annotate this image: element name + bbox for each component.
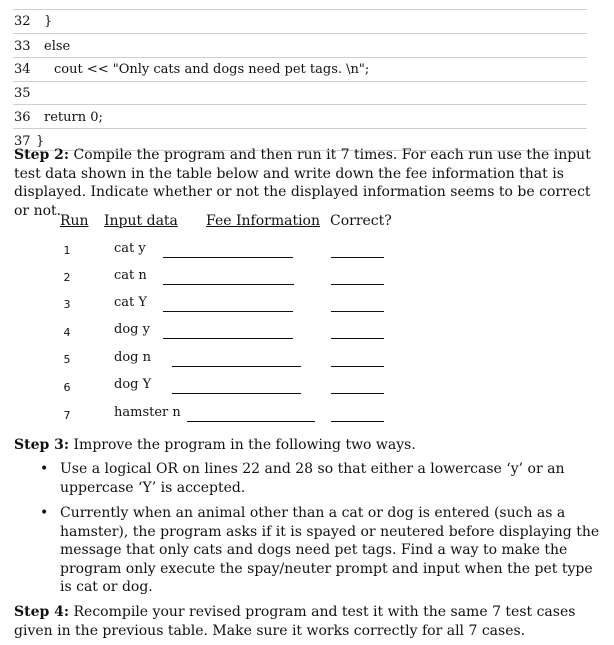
input-data: dog n: [114, 350, 151, 365]
list-item: [40, 504, 605, 597]
run-number: 4: [63, 326, 71, 339]
code-line-text: }: [36, 134, 45, 149]
fee-blank[interactable]: [163, 284, 294, 285]
code-line-rule: [13, 104, 587, 105]
step4-label: Step 4:: [14, 604, 70, 620]
input-data: cat Y: [114, 295, 147, 310]
bullet-icon: •: [40, 505, 49, 521]
run-number: 1: [63, 244, 71, 257]
input-data: cat n: [114, 268, 147, 283]
fee-blank[interactable]: [163, 338, 293, 339]
correct-blank[interactable]: [331, 257, 384, 258]
code-line-text: }: [44, 14, 53, 29]
correct-blank[interactable]: [331, 311, 384, 312]
code-line-number: 33: [14, 39, 31, 54]
input-data: dog y: [114, 322, 150, 337]
header-input-data: Input data: [104, 213, 178, 229]
header-correct: Correct?: [330, 213, 392, 229]
code-line-number: 34: [14, 62, 31, 77]
step2-label: Step 2:: [14, 147, 70, 163]
code-line-rule: [13, 9, 587, 10]
correct-blank[interactable]: [331, 338, 384, 339]
code-line-text: else: [44, 39, 71, 54]
code-line-number: 36: [14, 110, 31, 125]
step2-paragraph: [14, 146, 594, 220]
step4-text: Recompile your revised program and test it with the same 7 test cases given in the previous table. Make sure it works correctly for all 7 cases.: [14, 604, 576, 639]
code-line-rule: [13, 33, 587, 34]
step3-heading: [14, 436, 594, 455]
header-fee-information: Fee Information: [206, 213, 320, 229]
step2-text: Compile the program and then run it 7 times. For each run use the input test data shown in the table below and write down the fee information that is displayed. Indicate whether or not the displayed information seems to be correct or not.: [14, 147, 591, 219]
input-data: hamster n: [114, 405, 181, 420]
run-number: 5: [63, 353, 71, 366]
run-number: 7: [63, 409, 71, 422]
correct-blank[interactable]: [331, 366, 384, 367]
correct-blank[interactable]: [331, 393, 384, 394]
code-line-text: return 0;: [44, 110, 103, 125]
list-item: [40, 460, 600, 497]
code-line-text: cout << "Only cats and dogs need pet tags. \n";: [54, 62, 370, 77]
run-number: 3: [63, 298, 71, 311]
code-line-number: 35: [14, 86, 31, 101]
correct-blank[interactable]: [331, 284, 384, 285]
step3-label: Step 3:: [14, 437, 70, 453]
code-line-number: 37: [14, 134, 31, 149]
code-line-number: 32: [14, 14, 31, 29]
code-line-rule: [13, 57, 587, 58]
bullet-icon: •: [40, 461, 49, 477]
input-data: cat y: [114, 241, 146, 256]
header-run: Run: [60, 213, 89, 229]
run-number: 6: [63, 381, 71, 394]
run-number: 2: [63, 271, 71, 284]
correct-blank[interactable]: [331, 421, 384, 422]
fee-blank[interactable]: [163, 257, 293, 258]
input-data: dog Y: [114, 377, 152, 392]
fee-blank[interactable]: [172, 366, 301, 367]
step3-text: Improve the program in the following two ways.: [73, 437, 416, 453]
bullet-text: Currently when an animal other than a cat or dog is entered (such as a hamster), the program asks if it is spayed or neutered before displaying the message that only cats and dogs need pet tags. Find a way to make the program only execute the spay/neuter prompt and input when the pet type is cat or dog.: [60, 505, 600, 595]
code-line-rule: [13, 128, 587, 129]
fee-blank[interactable]: [163, 311, 293, 312]
fee-blank[interactable]: [172, 393, 301, 394]
code-line-rule: [13, 81, 587, 82]
step4-paragraph: [14, 603, 594, 640]
fee-blank[interactable]: [187, 421, 315, 422]
bullet-text: Use a logical OR on lines 22 and 28 so that either a lowercase ‘y’ or an uppercase ‘Y’ is accepted.: [60, 461, 565, 496]
